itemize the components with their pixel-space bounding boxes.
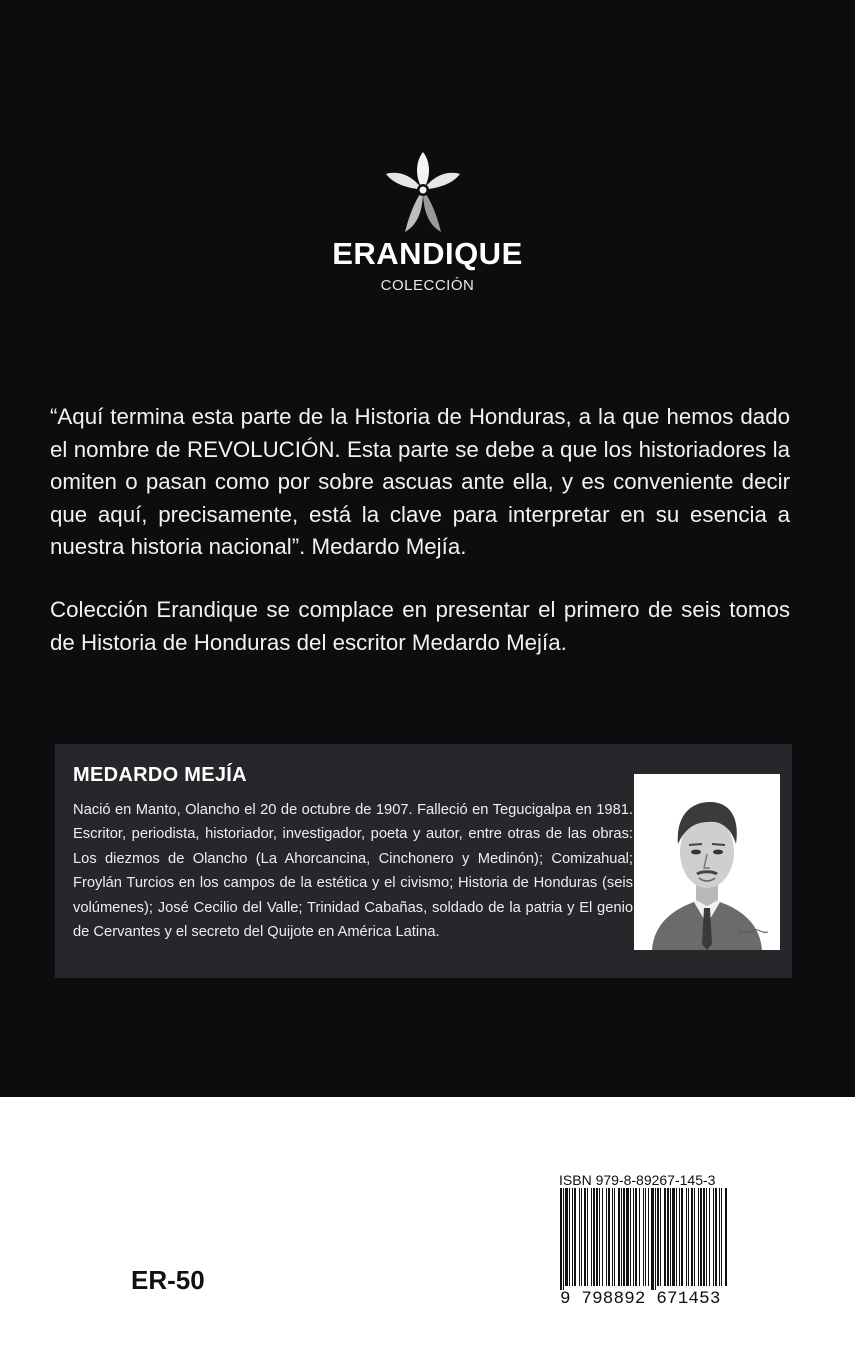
brand-name: ERANDIQUE [332,236,523,271]
author-portrait [634,774,780,950]
isbn-label: ISBN 979-8-89267-145-3 [559,1172,716,1188]
quote-text: “Aquí termina esta parte de la Historia de Honduras, a la que hemos dado el nombre de REVOLUCIÓN. Esta parte se debe a que los historiadores la omiten o pasan como por sobre ascuas ante ella, y es conveniente decir que aquí, precisamente, está la clave para interpretar en su esencia a nuestra historia nacional”. Medardo Mejía. [50,404,790,559]
collection-code: ER-50 [131,1265,205,1295]
author-bio: Nació en Manto, Olancho el 20 de octubre de 1907. Falleció en Tegucigalpa en 1981. Escritor, periodista, historiador, investigador, poeta y autor, entre otras de las obras: Los diezmos de Olancho (La Ahorcancina, Cinchonero y Medinón); Comizahual; Froylán Turcios en los campos de la estética y el civismo; Historia de Honduras (seis volúmenes); José Cecilio del Valle; Trinidad Cabañas, soldado de la patria y El genio de Cervantes y el secreto del Quijote en América Latina. [73,802,633,941]
barcode-number: 9 798892 671453 [560,1289,721,1309]
author-bio-panel [55,744,792,978]
presentation-text: Colección Erandique se complace en presentar el primero de seis tomos de Historia de Honduras del escritor Medardo Mejía. [50,597,790,655]
author-name: MEDARDO MEJÍA [73,764,247,786]
brand-subtitle: COLECCIÓN [380,277,475,294]
barcode-icon [560,1188,728,1290]
flower-icon [383,150,463,234]
